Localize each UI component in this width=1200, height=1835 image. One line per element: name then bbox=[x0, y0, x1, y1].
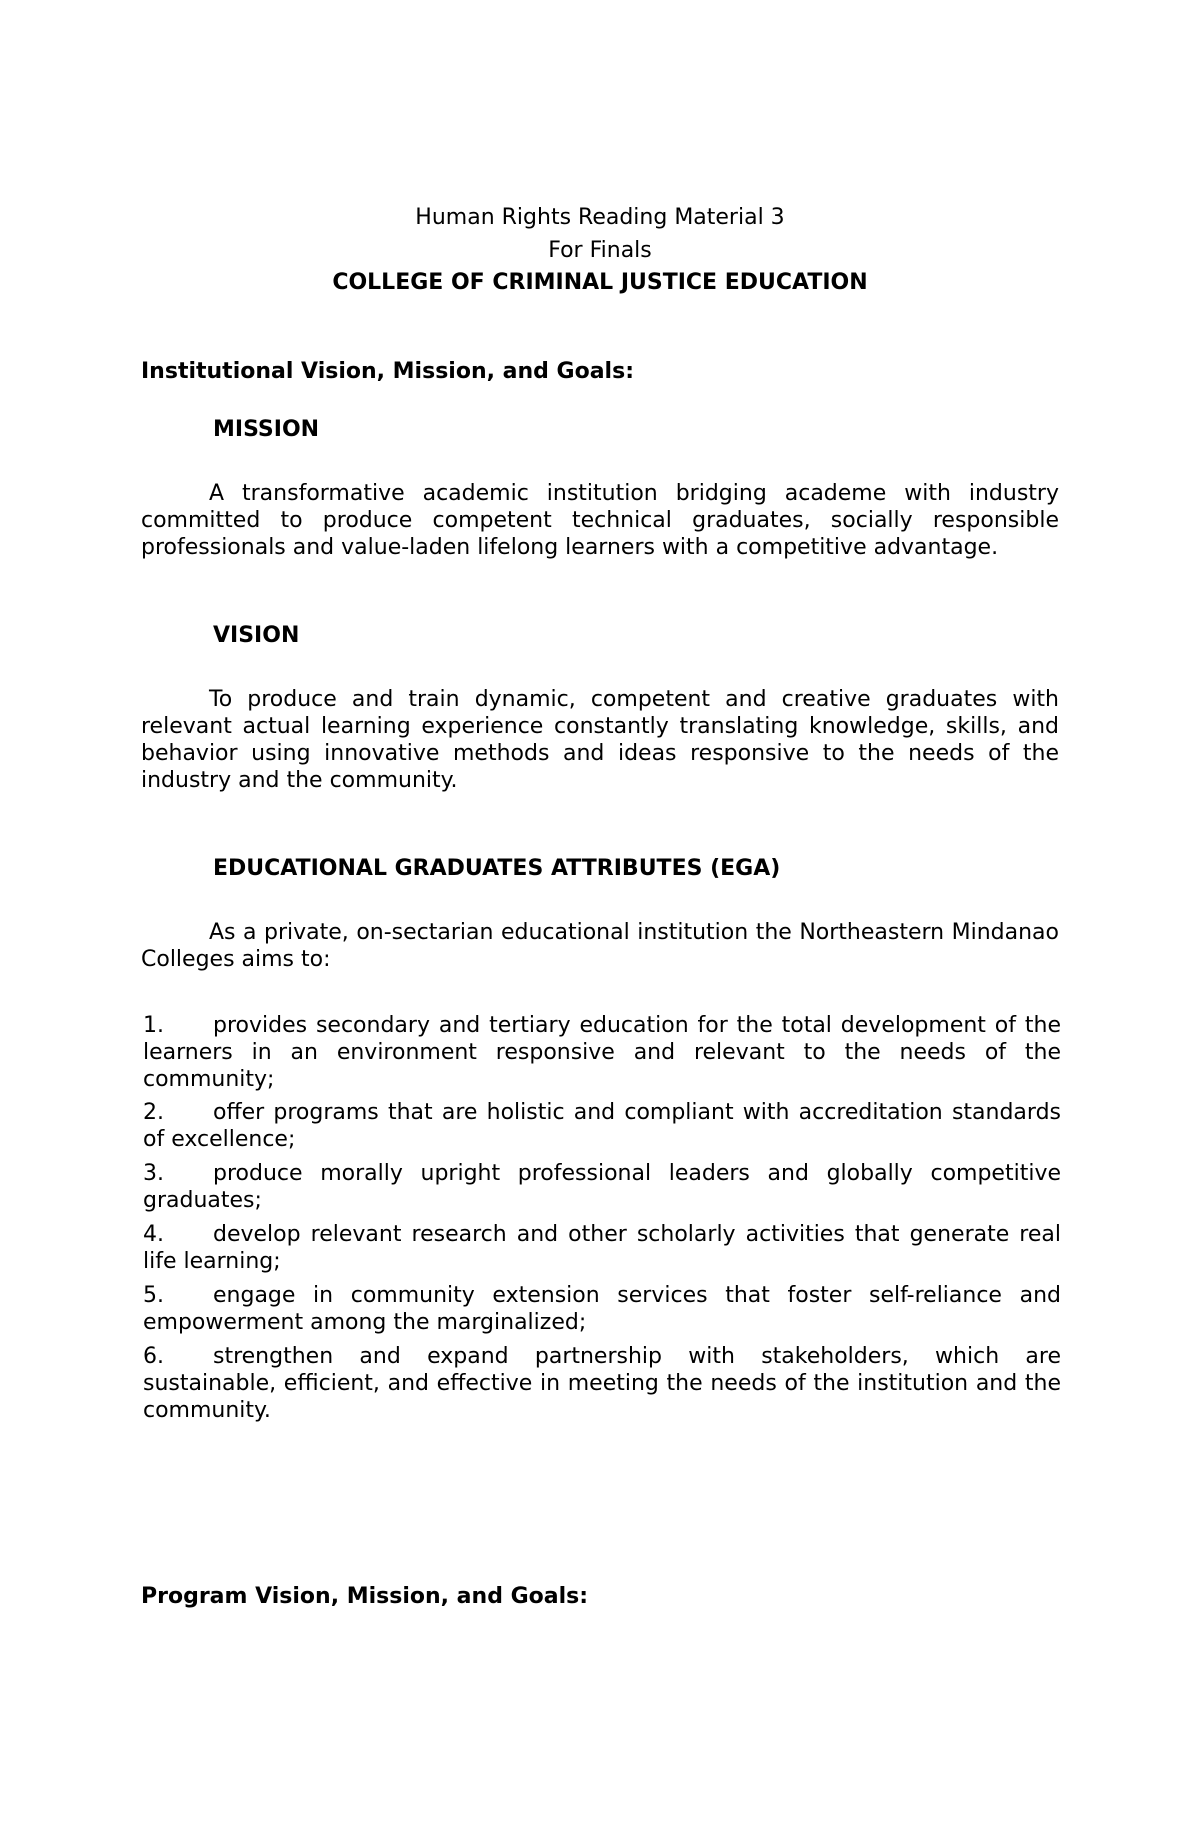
list-number: 6. bbox=[143, 1344, 164, 1369]
list-text: strengthen and expand partnership with stakeholders, which are sustainable, efficient, and effective in meeting the needs of the institution and the community. bbox=[143, 1344, 1061, 1423]
document-title: Human Rights Reading Material 3 bbox=[415, 205, 785, 230]
ega-heading: EDUCATIONAL GRADUATES ATTRIBUTES (EGA) bbox=[213, 856, 781, 881]
list-number: 5. bbox=[143, 1283, 164, 1308]
list-item bbox=[143, 1343, 1061, 1424]
list-text: offer programs that are holistic and compliant with accreditation standards of excellence; bbox=[143, 1100, 1061, 1152]
list-number: 4. bbox=[143, 1222, 164, 1247]
list-text: engage in community extension services that foster self-reliance and empowerment among the marginalized; bbox=[143, 1283, 1061, 1335]
vision-text: To produce and train dynamic, competent and creative graduates with relevant actual learning experience constantly translating knowledge, skills, and behavior using innovative methods and ideas responsive to the needs of the industry and the community. bbox=[141, 687, 1059, 793]
institutional-heading: Institutional Vision, Mission, and Goals: bbox=[141, 359, 634, 384]
list-item bbox=[143, 1160, 1061, 1214]
list-text: produce morally upright professional leaders and globally competitive graduates; bbox=[143, 1161, 1061, 1213]
mission-text: A transformative academic institution bridging academe with industry committed to produce competent technical graduates, socially responsible professionals and value-laden lifelong learners with a competitive advantage. bbox=[141, 481, 1059, 560]
list-text: develop relevant research and other scholarly activities that generate real life learning; bbox=[143, 1222, 1061, 1274]
list-number: 3. bbox=[143, 1161, 164, 1186]
document-subtitle: For Finals bbox=[548, 238, 652, 263]
list-item bbox=[143, 1012, 1061, 1093]
ega-intro: As a private, on-sectarian educational institution the Northeastern Mindanao Colleges aims to: bbox=[141, 920, 1059, 972]
list-item bbox=[143, 1099, 1061, 1153]
list-item bbox=[143, 1282, 1061, 1336]
vision-heading: VISION bbox=[213, 623, 300, 648]
program-heading: Program Vision, Mission, and Goals: bbox=[141, 1584, 589, 1609]
list-text: provides secondary and tertiary education for the total development of the learners in an environment responsive and relevant to the needs of the community; bbox=[143, 1013, 1061, 1092]
list-item bbox=[143, 1221, 1061, 1275]
mission-heading: MISSION bbox=[213, 417, 320, 442]
list-number: 1. bbox=[143, 1013, 164, 1038]
college-name: COLLEGE OF CRIMINAL JUSTICE EDUCATION bbox=[332, 270, 868, 295]
list-number: 2. bbox=[143, 1100, 164, 1125]
